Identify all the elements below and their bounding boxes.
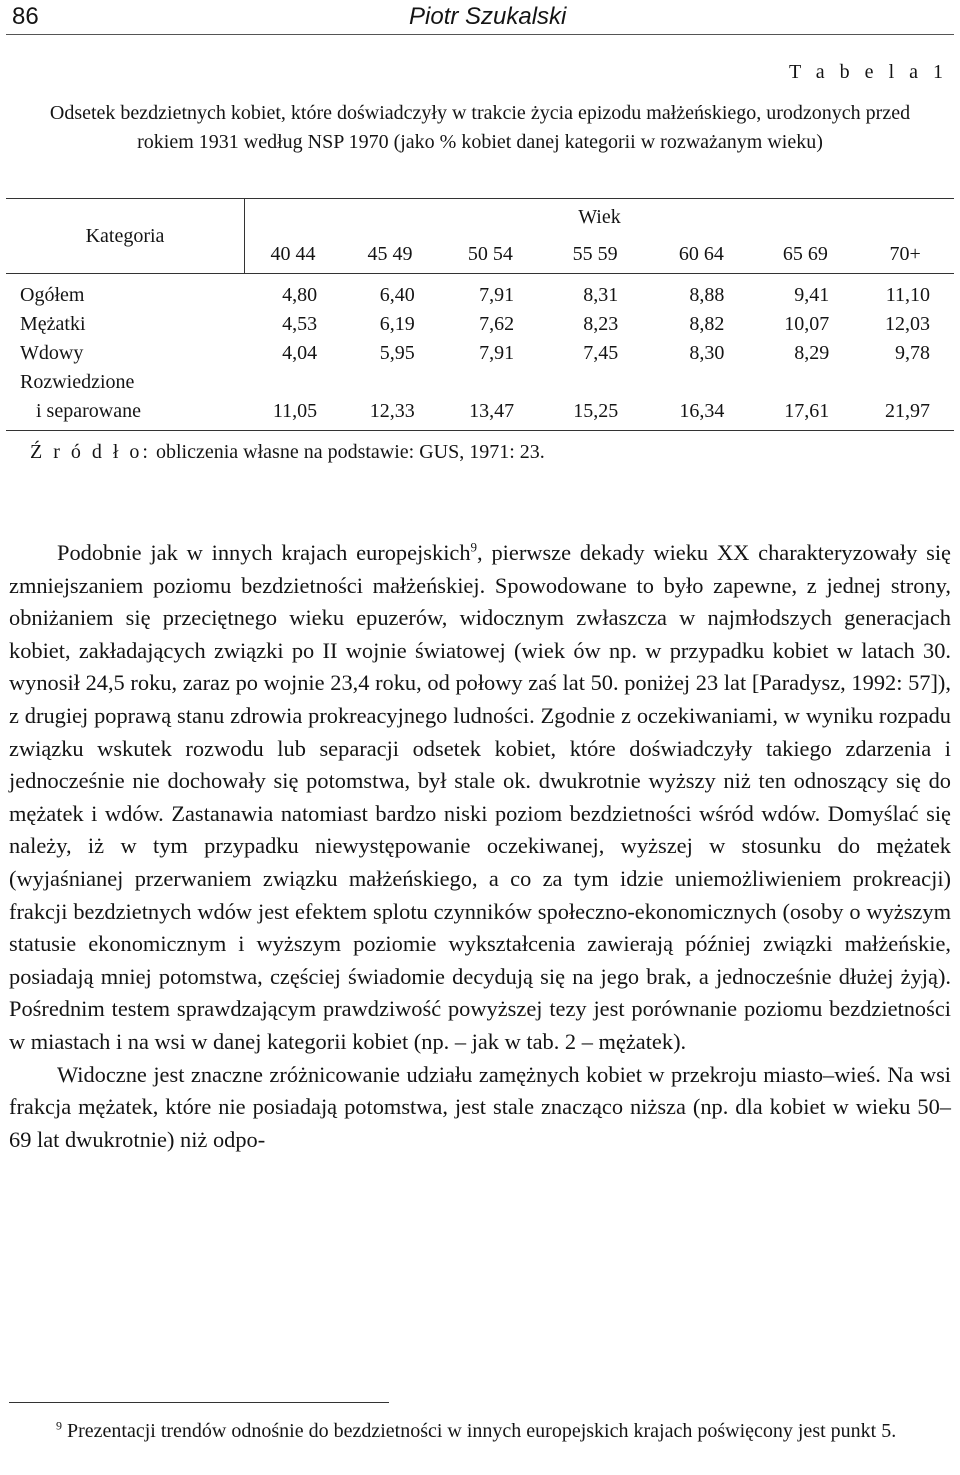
age-col-header: 40 44 bbox=[245, 235, 342, 274]
age-group-header: Wiek bbox=[245, 199, 955, 236]
paragraph-text: Podobnie jak w innych krajach europejskich bbox=[57, 540, 471, 565]
table-cell: 4,04 bbox=[282, 341, 318, 364]
row-label: Wdowy bbox=[20, 341, 84, 364]
table-cell: 4,80 bbox=[282, 283, 318, 306]
body-text bbox=[9, 537, 951, 1156]
running-head: Piotr Szukalski bbox=[409, 3, 567, 30]
age-col-header: 65 69 bbox=[754, 235, 856, 274]
paragraph bbox=[9, 537, 951, 1059]
table-cell: 16,34 bbox=[648, 396, 754, 431]
table-cell: 7,91 bbox=[479, 283, 515, 306]
table-cell: 6,19 bbox=[379, 312, 415, 335]
table-cell: 7,45 bbox=[583, 341, 619, 364]
table-source bbox=[30, 441, 545, 464]
table-row-label-only bbox=[6, 367, 954, 396]
table-row bbox=[6, 396, 954, 431]
row-label: Mężatki bbox=[20, 312, 86, 335]
table-cell: 11,05 bbox=[245, 396, 342, 431]
source-prefix: Ź r ó d ł o: bbox=[30, 441, 151, 463]
footnote bbox=[9, 1418, 949, 1445]
page-number: 86 bbox=[12, 3, 39, 30]
footnote-ref: 9 bbox=[470, 539, 478, 555]
table-caption: Odsetek bezdzietnych kobiet, które doświadczyły w trakcie życia epizodu małżeńskiego, urodzonych przed rokiem 1931 według NSP 1970 (jako % kobiet danej kategorii w rozważanym wieku) bbox=[49, 102, 911, 153]
table-row bbox=[6, 338, 954, 367]
table-cell: 11,10 bbox=[885, 283, 930, 306]
table-cell: 9,78 bbox=[895, 341, 930, 364]
age-col-header: 55 59 bbox=[542, 235, 648, 274]
page-header bbox=[6, 0, 954, 35]
age-col-header: 50 54 bbox=[439, 235, 542, 274]
table-cell: 17,61 bbox=[754, 396, 856, 431]
table-cell: 10,07 bbox=[784, 312, 830, 335]
table-cell: 7,91 bbox=[479, 341, 515, 364]
source-text: obliczenia własne na podstawie: GUS, 1971: 23. bbox=[151, 441, 545, 463]
footnote-rule bbox=[9, 1402, 389, 1403]
age-col-header: 45 49 bbox=[341, 235, 439, 274]
category-header: Kategoria bbox=[6, 199, 245, 274]
table-cell: 21,97 bbox=[856, 396, 954, 431]
table-row bbox=[6, 309, 954, 338]
footnote-text: Prezentacji trendów odnośnie do bezdzietności w innych europejskich krajach poświęcony jest punkt 5. bbox=[62, 1420, 897, 1442]
table-cell: 15,25 bbox=[542, 396, 648, 431]
table-cell: 12,33 bbox=[341, 396, 439, 431]
table-cell: 8,82 bbox=[689, 312, 725, 335]
age-col-header: 60 64 bbox=[648, 235, 754, 274]
age-col-header: 70+ bbox=[856, 235, 954, 274]
paragraph-text: , pierwsze dekady wieku XX charakteryzowały się zmniejszaniem poziomu bezdzietności małżeńskiej. Spowodowane to było zapewne, z jednej strony, obniżaniem się przeciętnego wieku epuzerów, widocznym zwłaszcza w najmłodszych generacjach kobiet, zakładających związki po II wojnie światowej (wiek ów np. w przypadku kobiet w latach 30. wynosił 24,5 roku, zaraz po wojnie 23,4 roku, od połowy zaś lat 50. poniżej 23 lat [Paradysz, 1992: 57]), z drugiej poprawą stanu zdrowia prokreacyjnego ludności. Zgodnie z oczekiwaniami, w wyniku rozpadu związku wskutek rozwodu lub separacji odsetek kobiet, które doświadczyły takiego zdarzenia i jednocześnie nie dochowały się potomstwa, był stale ok. dwukrotnie wyższy niż ten odnoszący się do mężatek i wdów. Zastanawia natomiast bardzo niski poziom bezdzietności wśród wdów. Domyślać się należy, iż w tym przypadku niewystępowanie oczekiwanej, wyższej w stosunku do mężatek (wyjaśnianej przerwaniem związku małżeńskiego, a co za tym idzie uniemożliwieniem prokreacji) frakcji bezdzietnych wdów jest efektem splotu czynników społeczno-ekonomicznych (osoby o wyższym statusie ekonomicznym i wyższym poziomie wykształcenia zawierają później związki małżeńskie, posiadają mniej potomstwa, częściej świadomie decydują się na jego brak, a jednocześnie dłużej żyją). Pośrednim testem sprawdzającym prawdziwość powyższej tezy jest porównanie poziomu bezdzietności w miastach i na wsi w danej kategorii kobiet (np. – jak w tab. 2 – mężatek). bbox=[9, 540, 951, 1054]
table-label: T a b e l a 1 bbox=[788, 61, 948, 83]
table-cell: 12,03 bbox=[885, 312, 930, 335]
table-cell: 4,53 bbox=[282, 312, 318, 335]
table-cell: 8,88 bbox=[689, 283, 725, 306]
table-cell: 13,47 bbox=[439, 396, 542, 431]
table-cell: 8,23 bbox=[583, 312, 619, 335]
table-cell: 9,41 bbox=[794, 283, 830, 306]
row-label-continued: i separowane bbox=[6, 396, 245, 431]
data-table bbox=[6, 198, 954, 431]
footnote-number: 9 bbox=[56, 1418, 62, 1433]
table-cell: 6,40 bbox=[379, 283, 415, 306]
row-label: Rozwiedzione bbox=[20, 370, 135, 393]
paragraph: Widoczne jest znaczne zróżnicowanie udziału zamężnych kobiet w przekroju miasto–wieś. Na wsi frakcja mężatek, które nie posiadają potomstwa, jest stale znacząco niższa (np. dla kobiet w wieku 50–69 lat dwukrotnie) niż odpo- bbox=[9, 1061, 951, 1152]
table-cell: 7,62 bbox=[479, 312, 515, 335]
table-header-row bbox=[6, 199, 954, 236]
table-cell: 8,31 bbox=[583, 283, 619, 306]
table-cell: 5,95 bbox=[379, 341, 415, 364]
row-label: Ogółem bbox=[20, 283, 85, 306]
table-row bbox=[6, 274, 954, 310]
table-cell: 8,30 bbox=[689, 341, 725, 364]
table-cell: 8,29 bbox=[794, 341, 830, 364]
